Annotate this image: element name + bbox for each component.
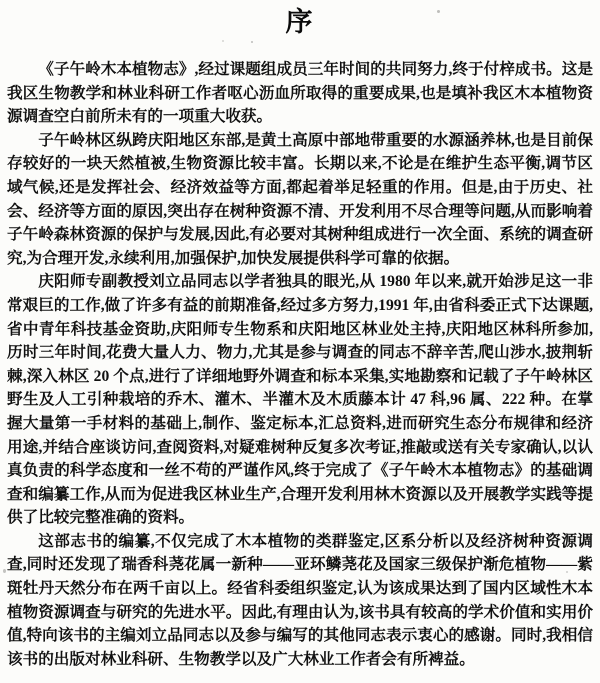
paragraph-intro: 《子午岭木本植物志》,经过课题组成员三年时间的共同努力,终于付梓成书。这是我区生物教学和林业科研工作者呕心沥血所取得的重要成果,也是填补我区木本植物资源调查空白前所未有的一项重大收获。 xyxy=(7,61,593,126)
scan-speck xyxy=(251,41,253,43)
scan-speck xyxy=(3,569,6,573)
paragraph-achievements: 这部志书的编纂,不仅完成了木本植物的类群鉴定,区系分析以及经济树种资源调查,同时还发现了瑞香科荛花属一新种——亚环鳞荛花及国家三级保护渐危植物——紫斑牡丹天然分布在两千亩以上。经省科委组织鉴定,认为该成果达到了国内区域性木本植物资源调查与研究的先进水平。因此,有理由认为,该书具有较高的学术价值和实用价值,特向该书的主编刘立品同志以及参与编写的其他同志表示衷心的感谢。同时,我相信该书的出版对林业科研、生物教学以及广大林业工作者会有所裨益。 xyxy=(7,532,593,668)
paragraph-survey-work: 庆阳师专副教授刘立品同志以学者独具的眼光,从 1980 年以来,就开始涉足这一非常艰巨的工作,做了许多有益的前期准备,经过多方努力,1991 年,由省科委正式下达课题,省中青年科技基金资助,庆阳师专生物系和庆阳地区林业处主持,庆阳地区林科所参加,历时三年时间,花费大量人力、物力,尤其是参与调查的同志不辞辛苦,爬山涉水,披荆斩棘,深入林区 20 个点,进行了详细地野外调查和标本采集,实地勘察和记载了子午岭林区野生及人工引种栽培的乔木、灌木、半灌木及木质藤本计 47 科,96 属、222 种。在掌握大量第一手材料的基础上,制作、鉴定标本,汇总资料,进而研究生态分布规律和经济用途,并结合座谈访问,查阅资料,对疑难树种反复多次考证,推敲或送有关专家确认,以认真负责的科学态度和一丝不苟的严谨作风,终于完成了《子午岭木本植物志》的基础调查和编纂工作,从而为促进我区林业生产,合理开发利用林木资源以及开展教学实践等提供了比较完整准确的资料。 xyxy=(7,273,593,527)
scan-speck xyxy=(437,10,440,13)
scan-speck xyxy=(222,40,224,42)
scan-speck xyxy=(566,571,568,573)
paragraph-forest-background: 子午岭林区纵跨庆阳地区东部,是黄土高原中部地带重要的水源涵养林,也是目前保存较好的一块天然植被,生物资源比较丰富。长期以来,不论是在维护生态平衡,调节区域气候,还是发挥社会、经济效益等方面,都起着举足轻重的作用。但是,由于历史、社会、经济等方面的原因,突出存在树种资源不清、开发利用不尽合理等问题,从而影响着子午岭森林资源的保护与发展,因此,有必要对其树种组成进行一次全面、系统的调查研究,为合理开发,永续利用,加强保护,加快发展提供科学可靠的依据。 xyxy=(7,131,593,267)
page-title: 序 xyxy=(285,7,315,37)
